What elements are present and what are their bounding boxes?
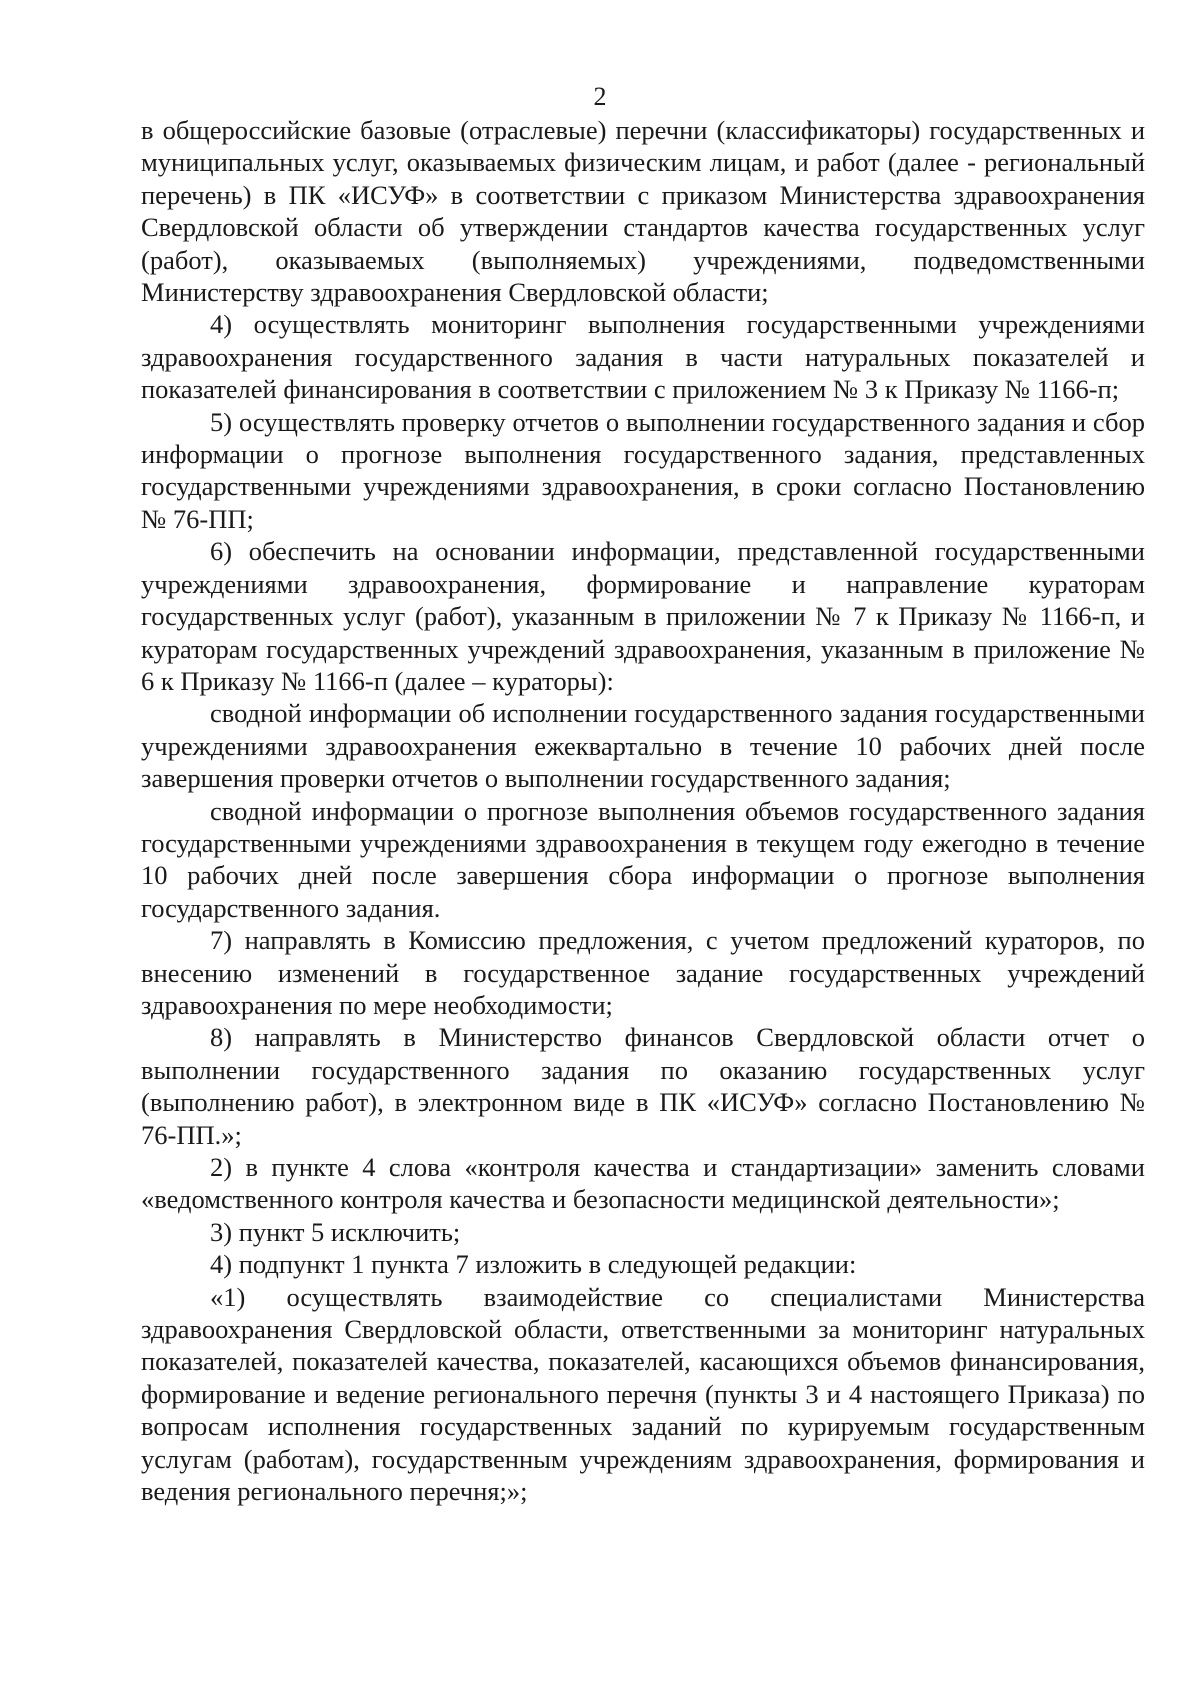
paragraph: в общероссийские базовые (отраслевые) перечни (классификаторы) государственных и муниципальных услуг, оказываемых физическим лицам, и работ (далее - региональный перечень) в ПК «ИСУФ» в соответствии с приказом Министерства здравоохранения Свердловской области об утверждении стандартов качества государственных услуг (работ), оказываемых (выполняемых) учреждениями, подведомственными Министерству здравоохранения Свердловской области; [141, 115, 1145, 308]
paragraph: 4) подпункт 1 пункта 7 изложить в следующей редакции: [210, 1249, 857, 1280]
paragraph: 6) обеспечить на основании информации, представленной государственными учреждениями здравоохранения, формирование и направление кураторам государственных услуг (работ), указанным в приложении № 7 к Приказу № 1166-п, и кураторам государственных учреждений здравоохранения, указанным в приложение № 6 к Приказу № 1166-п (далее – кураторы): [141, 536, 1145, 696]
paragraph: 8) направлять в Министерство финансов Свердловской области отчет о выполнении государственного задания по оказанию государственных услуг (выполнению работ), в электронном виде в ПК «ИСУФ» согласно Постановлению № 76-ПП.»; [141, 1022, 1145, 1150]
page-number: 2 [593, 82, 607, 111]
paragraph: 3) пункт 5 исключить; [210, 1216, 461, 1247]
paragraph: 7) направлять в Комиссию предложения, с учетом предложений кураторов, по внесению изменений в государственное задание государственных учреждений здравоохранения по мере необходимости; [141, 925, 1145, 1020]
document-body [141, 114, 1145, 1507]
paragraph: сводной информации о прогнозе выполнения объемов государственного задания государственными учреждениями здравоохранения в текущем году ежегодно в течение 10 рабочих дней после завершения сбора информации о прогнозе выполнения государственного задания. [141, 795, 1145, 923]
paragraph: «1) осуществлять взаимодействие со специалистами Министерства здравоохранения Свердловской области, ответственными за мониторинг натуральных показателей, показателей качества, показателей, касающихся объемов финансирования, формирование и ведение регионального перечня (пункты 3 и 4 настоящего Приказа) по вопросам исполнения государственных заданий по курируемым государственным услугам (работам), государственным учреждениям здравоохранения, формирования и ведения регионального перечня;»; [141, 1281, 1145, 1507]
paragraph: сводной информации об исполнении государственного задания государственными учреждениями здравоохранения ежеквартально в течение 10 рабочих дней после завершения проверки отчетов о выполнении государственного задания; [141, 698, 1145, 794]
paragraph: 2) в пункте 4 слова «контроля качества и стандартизации» заменить словами «ведомственного контроля качества и безопасности медицинской деятельности»; [141, 1152, 1145, 1215]
paragraph: 5) осуществлять проверку отчетов о выполнении государственного задания и сбор информации о прогнозе выполнения государственного задания, представленных государственными учреждениями здравоохранения, в сроки согласно Постановлению № 76-ПП; [141, 406, 1145, 534]
paragraph: 4) осуществлять мониторинг выполнения государственными учреждениями здравоохранения государственного задания в части натуральных показателей и показателей финансирования в соответствии с приложением № 3 к Приказу № 1166-п; [141, 309, 1145, 405]
